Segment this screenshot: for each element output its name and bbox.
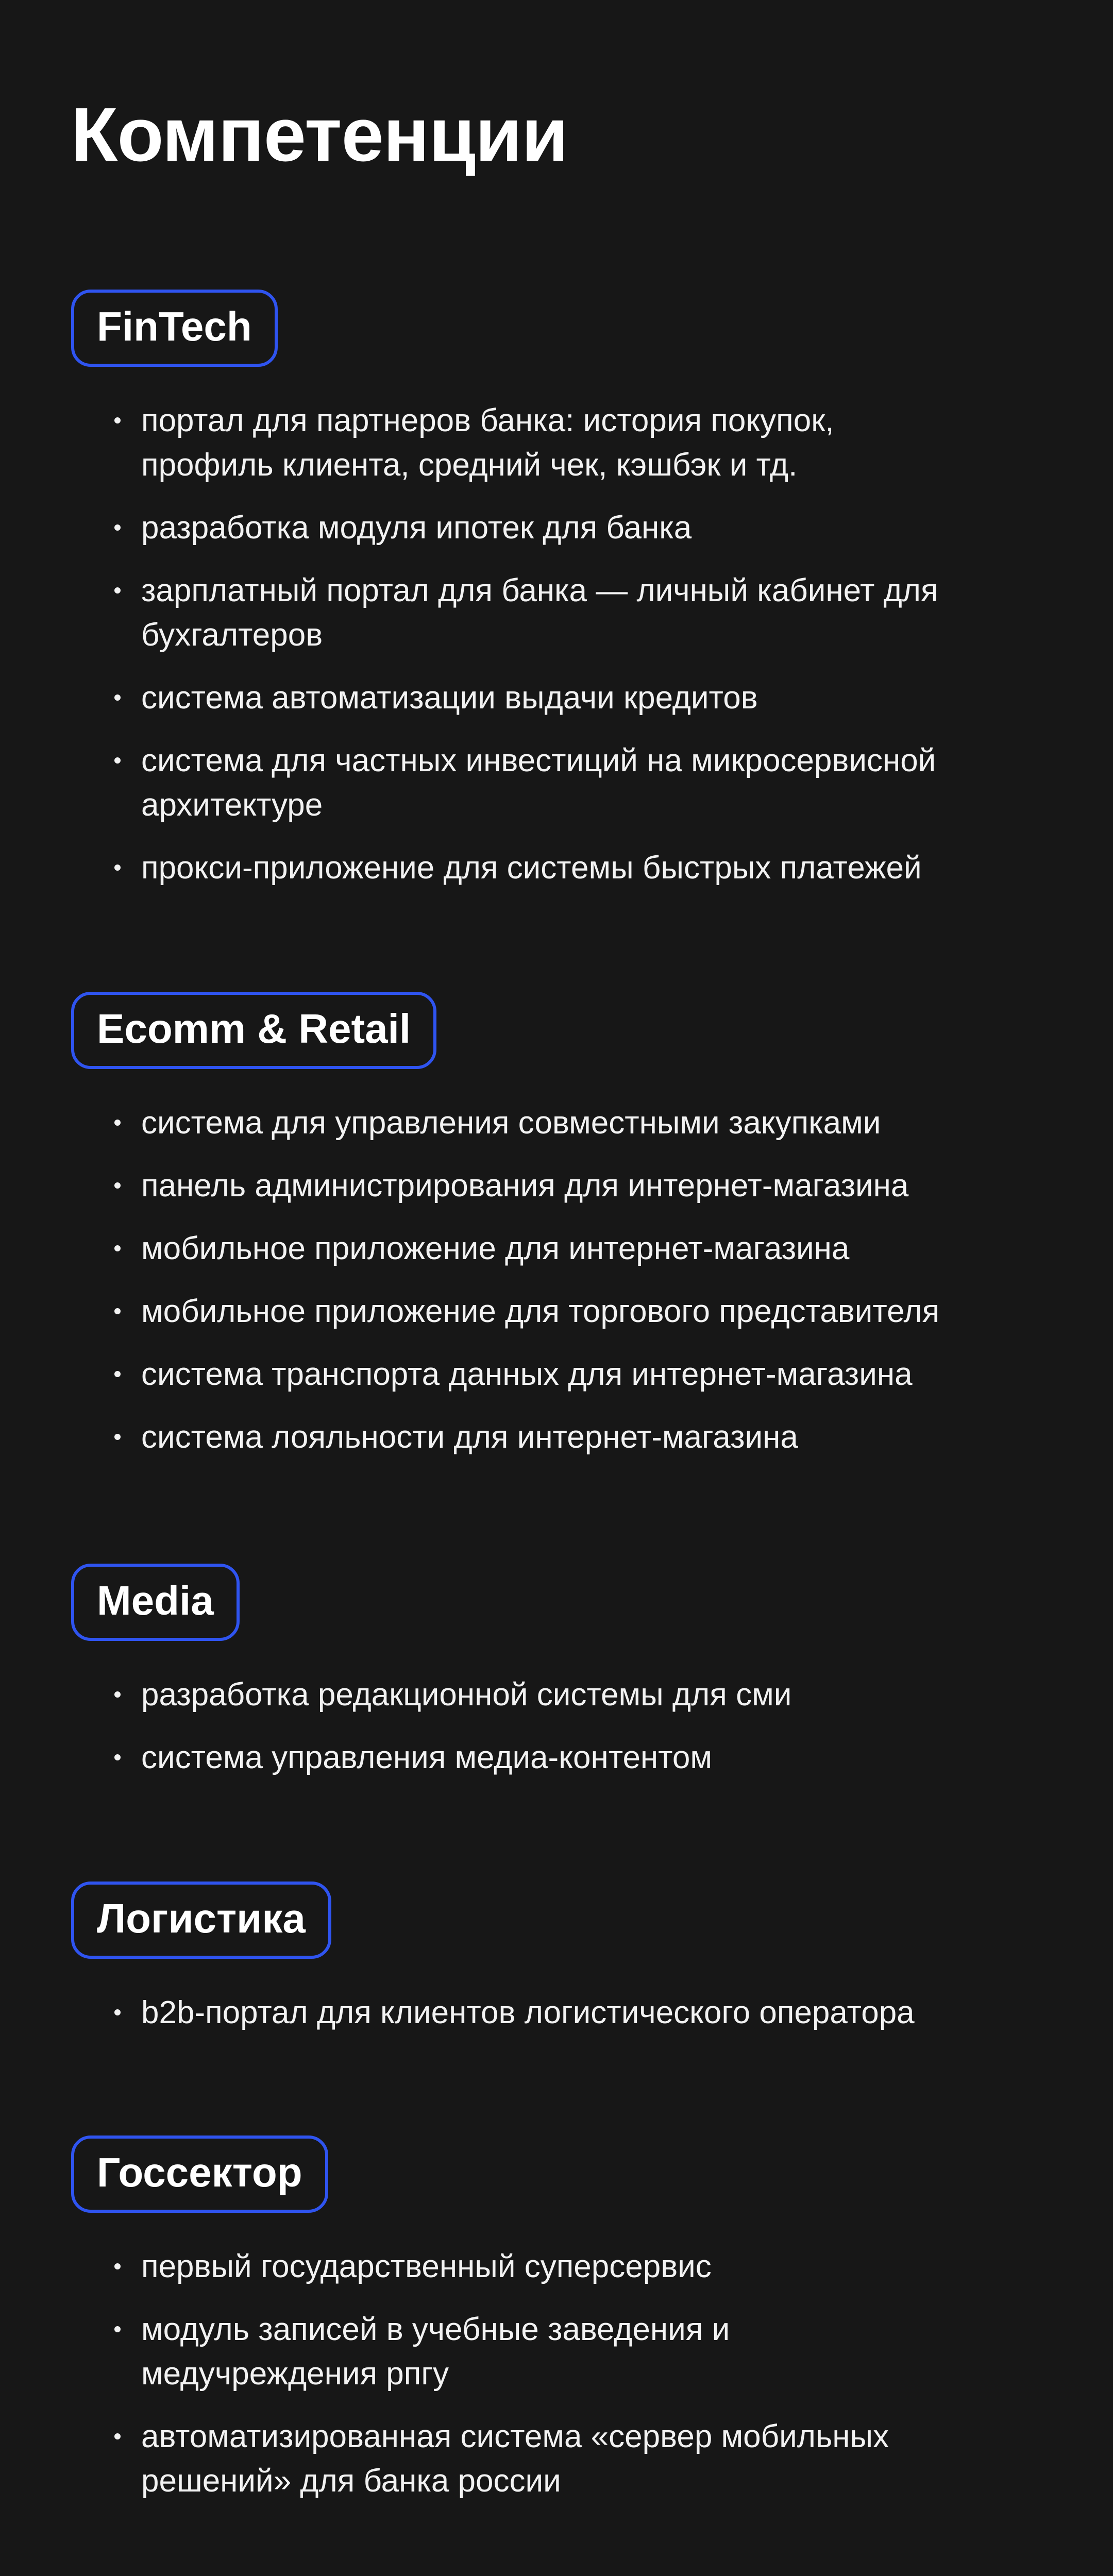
competence-list: [71, 1673, 1050, 1780]
list-item: [71, 1415, 1050, 1460]
list-item: [71, 1227, 1050, 1271]
list-item-text: система автоматизации выдачи кредитов: [141, 680, 758, 716]
list-item-text: мобильное приложение для торгового представителя: [141, 1294, 940, 1329]
list-item: [71, 1991, 1050, 2035]
list-item-text: модуль записей в учебные заведения и: [141, 2312, 730, 2347]
list-item: [71, 739, 1050, 827]
section-tag: FinTech: [71, 290, 278, 367]
section-fintech: [71, 290, 1050, 890]
list-item-text: мобильное приложение для интернет-магазина: [141, 1231, 850, 1266]
list-item: [71, 846, 1050, 890]
list-item-text: портал для партнеров банка: история покупок,: [141, 403, 834, 438]
competence-list: [71, 2245, 1050, 2503]
list-item: [71, 1352, 1050, 1397]
list-item: [71, 569, 1050, 657]
list-item: [71, 2245, 1050, 2289]
list-item: [71, 676, 1050, 720]
list-item: [71, 1736, 1050, 1780]
list-item-text: система для управления совместными закупками: [141, 1105, 881, 1141]
competence-list: [71, 1991, 1050, 2035]
section-tag: Логистика: [71, 1882, 331, 1959]
list-item-text: система для частных инвестиций на микросервисной: [141, 743, 936, 778]
list-item-text: автоматизированная система «сервер мобильных: [141, 2419, 889, 2454]
page-title: Компетенции: [71, 92, 568, 177]
list-item-text: решений» для банка россии: [141, 2463, 561, 2499]
list-item-text: медучреждения рпгу: [141, 2356, 449, 2392]
list-item-text: архитектуре: [141, 787, 323, 823]
section-media: [71, 1564, 1050, 1780]
competence-list: [71, 1101, 1050, 1460]
list-item-text: панель администрирования для интернет-магазина: [141, 1168, 909, 1204]
list-item-text: прокси-приложение для системы быстрых платежей: [141, 850, 922, 886]
competence-list: [71, 399, 1050, 890]
list-item: [71, 1101, 1050, 1145]
list-item: [71, 399, 1050, 487]
list-item: [71, 2308, 1050, 2396]
section-gov-sector: [71, 2136, 1050, 2503]
section-logistics: [71, 1882, 1050, 2035]
list-item-text: разработка редакционной системы для сми: [141, 1677, 792, 1713]
list-item: [71, 1290, 1050, 1334]
list-item-text: b2b-портал для клиентов логистического оператора: [141, 1995, 915, 2030]
list-item-text: система лояльности для интернет-магазина: [141, 1419, 798, 1455]
section-tag: Госсектор: [71, 2136, 328, 2213]
list-item: [71, 506, 1050, 550]
section-ecomm-retail: [71, 992, 1050, 1460]
list-item-text: бухгалтеров: [141, 617, 323, 653]
list-item-text: система управления медиа-контентом: [141, 1740, 712, 1775]
list-item-text: профиль клиента, средний чек, кэшбэк и тд.: [141, 447, 798, 483]
list-item-text: первый государственный суперсервис: [141, 2249, 712, 2284]
list-item: [71, 2415, 1050, 2503]
list-item-text: разработка модуля ипотек для банка: [141, 510, 692, 546]
section-tag: Media: [71, 1564, 240, 1641]
section-tag: Ecomm & Retail: [71, 992, 436, 1069]
list-item: [71, 1673, 1050, 1717]
list-item-text: зарплатный портал для банка — личный кабинет для: [141, 573, 938, 608]
list-item: [71, 1164, 1050, 1208]
list-item-text: система транспорта данных для интернет-магазина: [141, 1357, 913, 1392]
